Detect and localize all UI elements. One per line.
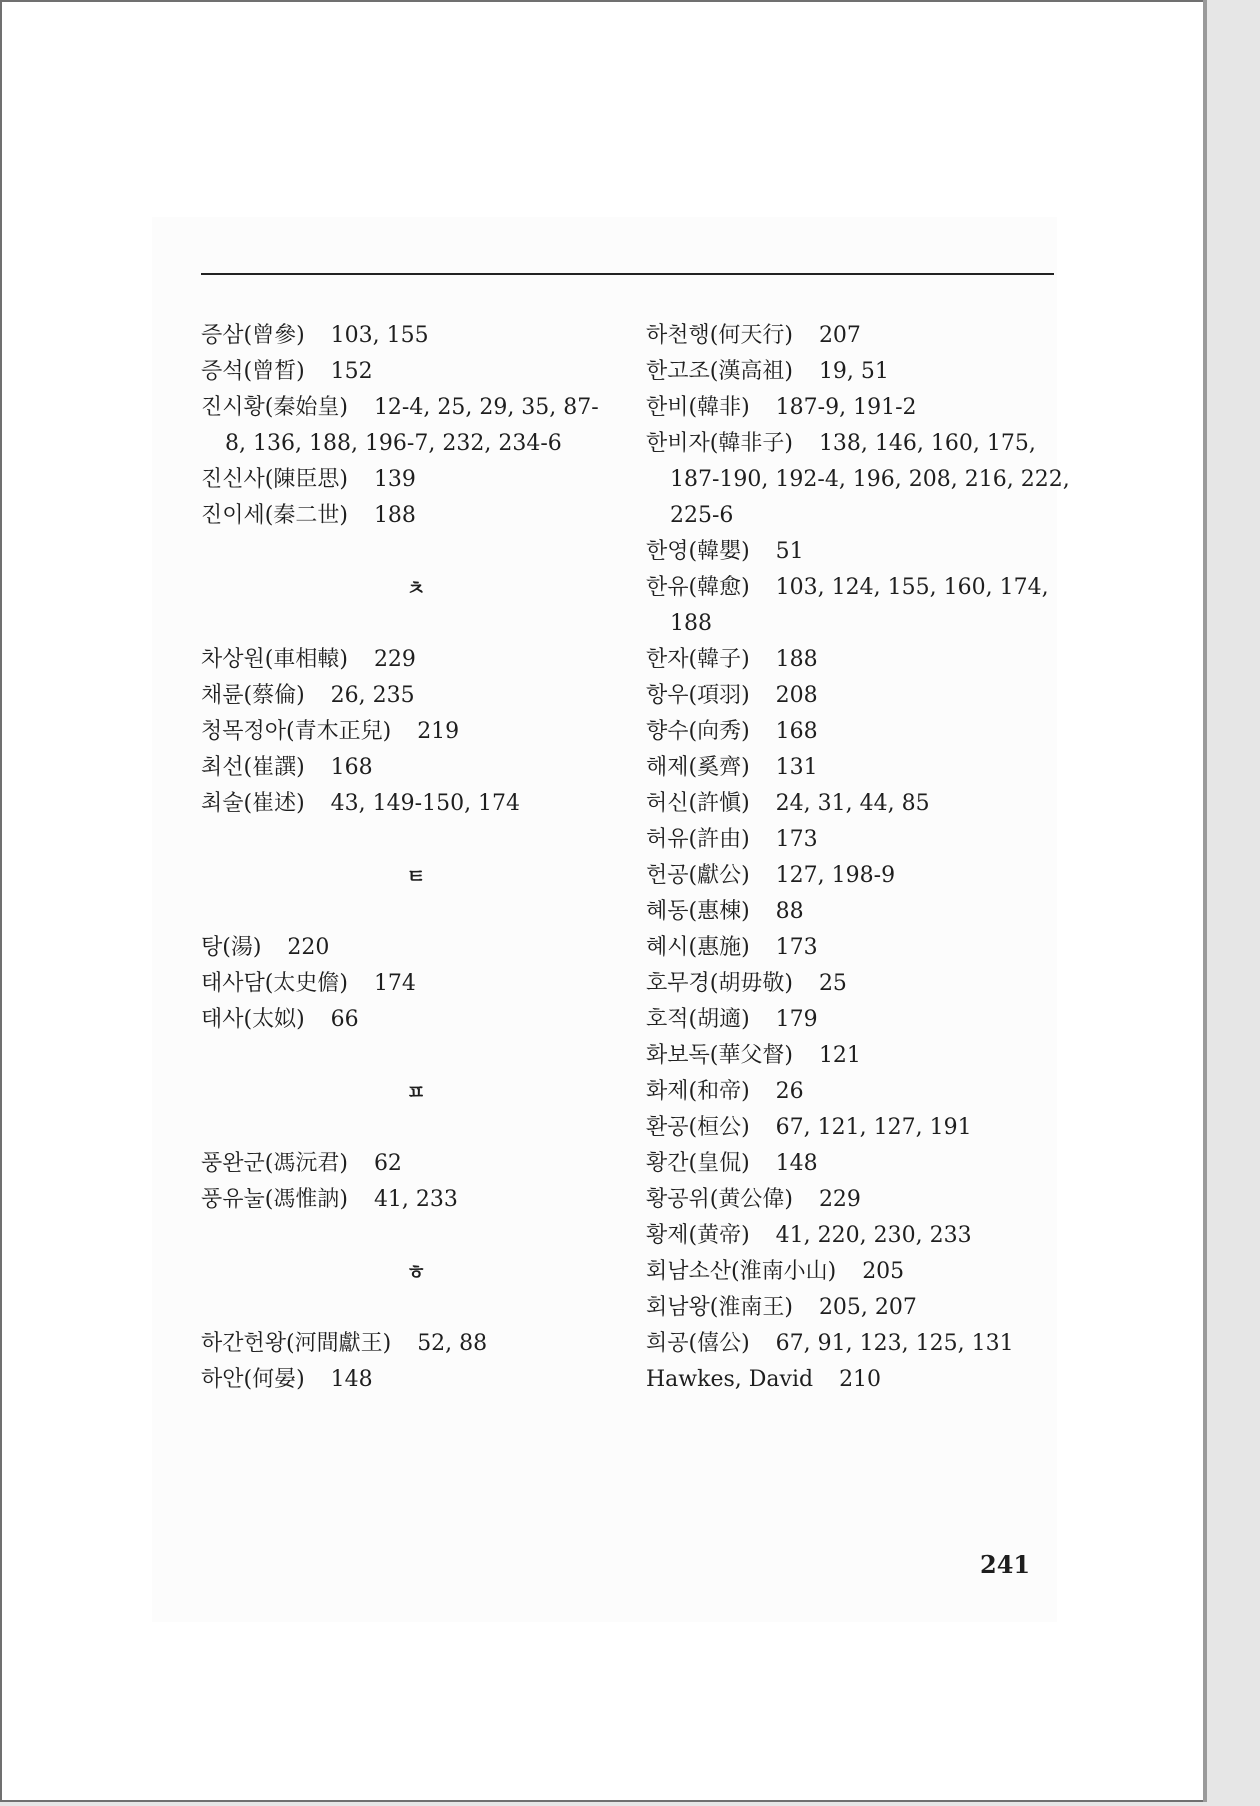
index-pages: 220 xyxy=(287,935,330,960)
index-entry xyxy=(646,786,1066,822)
index-entry xyxy=(646,1218,1066,1254)
index-pages: 219 xyxy=(417,719,460,744)
index-pages: 173 xyxy=(775,827,818,852)
index-pages: 205 xyxy=(862,1259,905,1284)
index-pages: 103, 124, 155, 160, 174, xyxy=(775,575,1049,600)
index-pages: 205, 207 xyxy=(818,1295,917,1320)
index-term: 하간헌왕(河間獻王) xyxy=(201,1331,392,1356)
index-entry xyxy=(646,642,1066,678)
index-entry xyxy=(646,750,1066,786)
index-pages: 67, 121, 127, 191 xyxy=(775,1115,972,1140)
index-pages: 127, 198-9 xyxy=(775,863,896,888)
index-term: 화보독(華父督) xyxy=(646,1043,793,1068)
index-entry xyxy=(646,714,1066,750)
index-pages: 188 xyxy=(373,503,416,528)
index-term: 차상원(車相轅) xyxy=(201,647,348,672)
index-entry-continuation xyxy=(201,426,631,462)
index-pages: 67, 91, 123, 125, 131 xyxy=(775,1331,1014,1356)
index-entry xyxy=(646,1146,1066,1182)
index-term: 향수(向秀) xyxy=(646,719,750,744)
index-pages: 26 xyxy=(775,1079,804,1104)
index-entry xyxy=(646,570,1066,606)
index-pages: 208 xyxy=(775,683,818,708)
section-heading: ㅎ xyxy=(406,1260,426,1284)
index-pages: 207 xyxy=(818,323,861,348)
index-pages: 12-4, 25, 29, 35, 87- xyxy=(373,395,599,420)
index-term: 청목정아(青木正兒) xyxy=(201,719,392,744)
section-gap xyxy=(201,1038,631,1074)
index-entry xyxy=(201,786,631,822)
index-entry xyxy=(646,1326,1066,1362)
index-term: 허신(許愼) xyxy=(646,791,750,816)
header-rule xyxy=(201,273,1054,275)
index-pages: 138, 146, 160, 175, xyxy=(818,431,1036,456)
index-entry xyxy=(201,714,631,750)
index-pages: 168 xyxy=(775,719,818,744)
index-pages: 229 xyxy=(818,1187,861,1212)
section-gap xyxy=(201,894,631,930)
section-gap xyxy=(201,1110,631,1146)
section-gap xyxy=(201,1290,631,1326)
page-number: 241 xyxy=(980,1550,1031,1579)
index-entry xyxy=(201,642,631,678)
index-entry xyxy=(646,318,1066,354)
index-term: 풍유눌(馮惟訥) xyxy=(201,1187,348,1212)
index-entry xyxy=(646,426,1066,462)
index-term: 진시황(秦始皇) xyxy=(201,395,348,420)
index-term: 혜동(惠棟) xyxy=(646,899,750,924)
index-pages-continued: 8, 136, 188, 196-7, 232, 234-6 xyxy=(225,431,562,456)
index-pages: 19, 51 xyxy=(818,359,889,384)
index-entry xyxy=(201,498,631,534)
index-term: 항우(項羽) xyxy=(646,683,750,708)
index-term: 한자(韓子) xyxy=(646,647,750,672)
index-entry xyxy=(201,390,631,426)
index-term: 최선(崔譔) xyxy=(201,755,305,780)
index-pages-continued: 188 xyxy=(670,611,712,636)
index-entry xyxy=(646,1182,1066,1218)
index-term: 화제(和帝) xyxy=(646,1079,750,1104)
index-term: 황제(黄帝) xyxy=(646,1223,750,1248)
index-entry xyxy=(201,1326,631,1362)
index-term: 태사담(太史儋) xyxy=(201,971,348,996)
index-pages: 210 xyxy=(839,1367,882,1392)
index-term: 호무경(胡毋敬) xyxy=(646,971,793,996)
index-pages: 41, 233 xyxy=(373,1187,458,1212)
index-pages: 173 xyxy=(775,935,818,960)
page-edge-shadow xyxy=(1203,0,1207,1802)
index-entry-continuation xyxy=(646,462,1070,498)
index-term: 최술(崔述) xyxy=(201,791,305,816)
section-heading: ㅍ xyxy=(406,1080,426,1104)
index-pages: 24, 31, 44, 85 xyxy=(775,791,930,816)
index-entry xyxy=(646,678,1066,714)
index-pages: 174 xyxy=(373,971,416,996)
section-gap xyxy=(201,822,631,858)
section-gap xyxy=(201,534,631,570)
index-pages: 41, 220, 230, 233 xyxy=(775,1223,972,1248)
index-term: 혜시(惠施) xyxy=(646,935,750,960)
index-entry xyxy=(646,966,1066,1002)
index-entry xyxy=(646,534,1066,570)
index-term: 증삼(曾參) xyxy=(201,323,305,348)
index-entry xyxy=(646,858,1066,894)
index-pages: 148 xyxy=(330,1367,373,1392)
index-pages: 148 xyxy=(775,1151,818,1176)
index-term: 한비자(韓非子) xyxy=(646,431,793,456)
index-pages: 131 xyxy=(775,755,818,780)
index-term: 희공(僖公) xyxy=(646,1331,750,1356)
index-term: 태사(太姒) xyxy=(201,1007,305,1032)
index-entry-continuation xyxy=(646,606,1066,642)
index-term: 헌공(獻公) xyxy=(646,863,750,888)
index-entry xyxy=(201,930,631,966)
index-entry xyxy=(201,1146,631,1182)
index-entry-continuation xyxy=(646,498,1066,534)
index-entry xyxy=(201,1002,631,1038)
index-term: 허유(許由) xyxy=(646,827,750,852)
index-term: 하천행(何天行) xyxy=(646,323,793,348)
index-term: 환공(桓公) xyxy=(646,1115,750,1140)
index-entry xyxy=(646,390,1066,426)
index-pages-continued: 187-190, 192-4, 196, 208, 216, 222, xyxy=(670,467,1070,492)
index-pages: 26, 235 xyxy=(330,683,415,708)
index-pages: 66 xyxy=(330,1007,359,1032)
index-term: Hawkes, David xyxy=(646,1367,814,1392)
section-heading: ㅊ xyxy=(406,576,426,600)
index-pages: 52, 88 xyxy=(417,1331,488,1356)
index-pages: 51 xyxy=(775,539,804,564)
index-entry xyxy=(201,462,631,498)
index-entry xyxy=(201,354,631,390)
index-term: 한영(韓嬰) xyxy=(646,539,750,564)
section-heading: ㅌ xyxy=(406,864,426,888)
index-entry xyxy=(646,1290,1066,1326)
index-pages: 43, 149-150, 174 xyxy=(330,791,521,816)
section-gap xyxy=(201,606,631,642)
index-term: 하안(何晏) xyxy=(201,1367,305,1392)
index-pages: 62 xyxy=(373,1151,402,1176)
index-term: 한비(韓非) xyxy=(646,395,750,420)
index-pages: 88 xyxy=(775,899,804,924)
index-pages-continued: 225-6 xyxy=(670,503,734,528)
index-entry xyxy=(646,822,1066,858)
index-entry xyxy=(201,678,631,714)
index-term: 증석(曾晳) xyxy=(201,359,305,384)
index-entry xyxy=(201,318,631,354)
index-entry xyxy=(201,1182,631,1218)
index-pages: 229 xyxy=(373,647,416,672)
index-pages: 188 xyxy=(775,647,818,672)
index-entry xyxy=(646,1038,1066,1074)
index-entry xyxy=(646,1002,1066,1038)
index-term: 회남왕(淮南王) xyxy=(646,1295,793,1320)
index-term: 한유(韓愈) xyxy=(646,575,750,600)
section-gap xyxy=(201,1218,631,1254)
index-entry xyxy=(646,1362,1066,1398)
index-column-right xyxy=(646,318,1070,1398)
index-term: 해제(奚齊) xyxy=(646,755,750,780)
index-entry xyxy=(646,1254,1066,1290)
index-term: 황공위(黄公偉) xyxy=(646,1187,793,1212)
index-term: 탕(湯) xyxy=(201,935,262,960)
index-term: 호적(胡適) xyxy=(646,1007,750,1032)
index-pages: 152 xyxy=(330,359,373,384)
index-pages: 25 xyxy=(818,971,847,996)
index-entry xyxy=(646,1110,1066,1146)
index-term: 풍완군(馮沅君) xyxy=(201,1151,348,1176)
index-column-left xyxy=(201,318,631,1398)
index-entry xyxy=(646,894,1066,930)
index-entry xyxy=(201,1362,631,1398)
index-entry xyxy=(201,966,631,1002)
index-term: 진신사(陳臣思) xyxy=(201,467,348,492)
index-term: 채륜(蔡倫) xyxy=(201,683,305,708)
index-entry xyxy=(646,930,1066,966)
index-pages: 103, 155 xyxy=(330,323,429,348)
index-pages: 121 xyxy=(818,1043,861,1068)
index-pages: 179 xyxy=(775,1007,818,1032)
index-entry xyxy=(201,750,631,786)
index-term: 진이세(秦二世) xyxy=(201,503,348,528)
index-term: 한고조(漢高祖) xyxy=(646,359,793,384)
index-pages: 187-9, 191-2 xyxy=(775,395,917,420)
index-term: 황간(皇侃) xyxy=(646,1151,750,1176)
index-pages: 168 xyxy=(330,755,373,780)
index-pages: 139 xyxy=(373,467,416,492)
index-entry xyxy=(646,1074,1066,1110)
index-entry xyxy=(646,354,1066,390)
index-term: 회남소산(淮南小山) xyxy=(646,1259,837,1284)
